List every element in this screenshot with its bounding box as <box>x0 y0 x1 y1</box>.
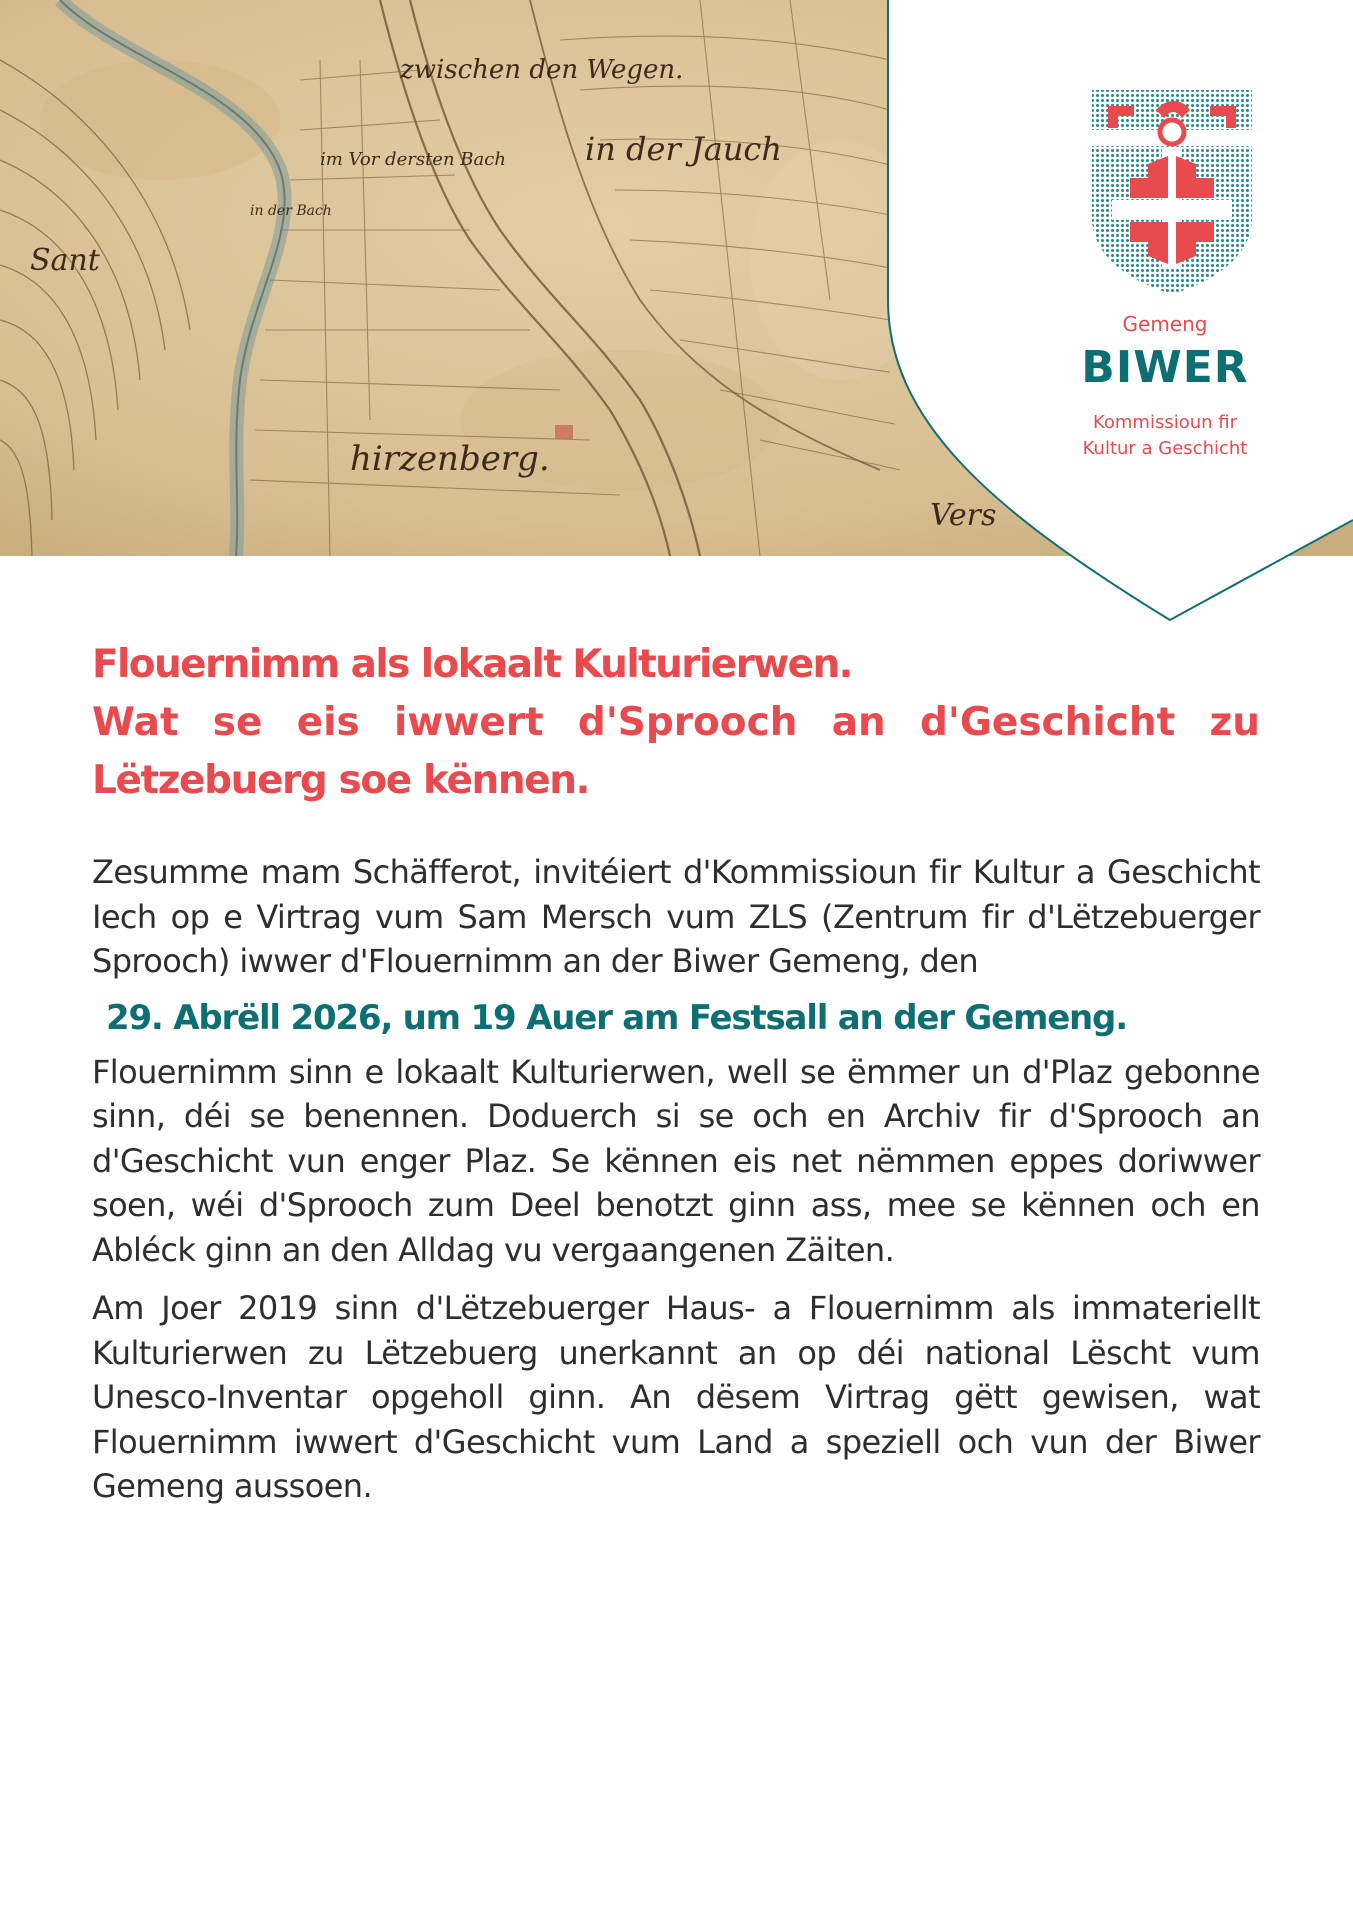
map-label-hirzenberg: hirzenberg. <box>350 439 550 479</box>
paragraph-cultural-heritage: Flouernimm sinn e lokaalt Kulturierwen, well se ëmmer un d'Plaz gebonne sinn, déi se benennen. Doduerch si se och en Archiv fir d'Sprooch an d'Geschicht vun enger Plaz. Se kënnen eis net nëmmen eppes doriwwer soen, wéi d'Sprooch zum Deel benotzt ginn ass, mee se kënnen och en Abléck ginn an den Alldag vu vergaangenen Zäiten. <box>92 1052 1260 1269</box>
map-label-sant: Sant <box>30 243 100 278</box>
map-label-jauch: in der Jauch <box>585 130 782 168</box>
headline-line-1: Flouernimm als lokaalt Kulturierwen. <box>92 642 852 687</box>
map-label-zwischen: zwischen den Wegen. <box>400 55 684 85</box>
map-label-vers: Vers <box>930 498 997 533</box>
commission-line-1: Kommissioun fir <box>1092 412 1238 433</box>
municipality-badge <box>880 0 1353 625</box>
commission-line-2: Kultur a Geschicht <box>1082 438 1248 459</box>
map-label-vor-bach: im Vor dersten Bach <box>320 149 506 170</box>
municipality-prefix: Gemeng <box>1122 312 1208 336</box>
coat-of-arms-icon <box>1090 88 1254 296</box>
headline-line-3: Lëtzebuerg soe kënnen. <box>92 758 590 803</box>
paragraph-unesco: Am Joer 2019 sinn d'Lëtzebuerger Haus- a Flouernimm als immateriellt Kulturierwen zu Lëtzebuerg unerkannt an op déi national Lëscht vum Unesco-Inventar opgeholl ginn. An dësem Virtrag gëtt gewisen, wat Flouernimm iwwert d'Geschicht vum Land a speziell och vun der Biwer Gemeng aussoen. <box>92 1289 1260 1505</box>
article-body <box>92 636 1260 1509</box>
commission-name <box>990 410 1340 462</box>
intro-paragraph: Zesumme mam Schäfferot, invitéiert d'Kommissioun fir Kultur a Geschicht Iech op e Virtrag vum Sam Mersch vum ZLS (Zentrum fir d'Lëtzebuerger Sprooch) iwwer d'Flouernimm an der Biwer Gemeng, den <box>92 853 1260 980</box>
headline-line-2: Wat se eis iwwert d'Sprooch an d'Geschicht zu <box>92 700 1260 745</box>
headline <box>92 636 1260 810</box>
event-date: 29. Abrëll 2026, um 19 Auer am Festsall an der Gemeng. <box>106 997 1127 1038</box>
municipality-name: BIWER <box>1081 342 1249 393</box>
map-label-bach: in der Bach <box>250 203 332 219</box>
